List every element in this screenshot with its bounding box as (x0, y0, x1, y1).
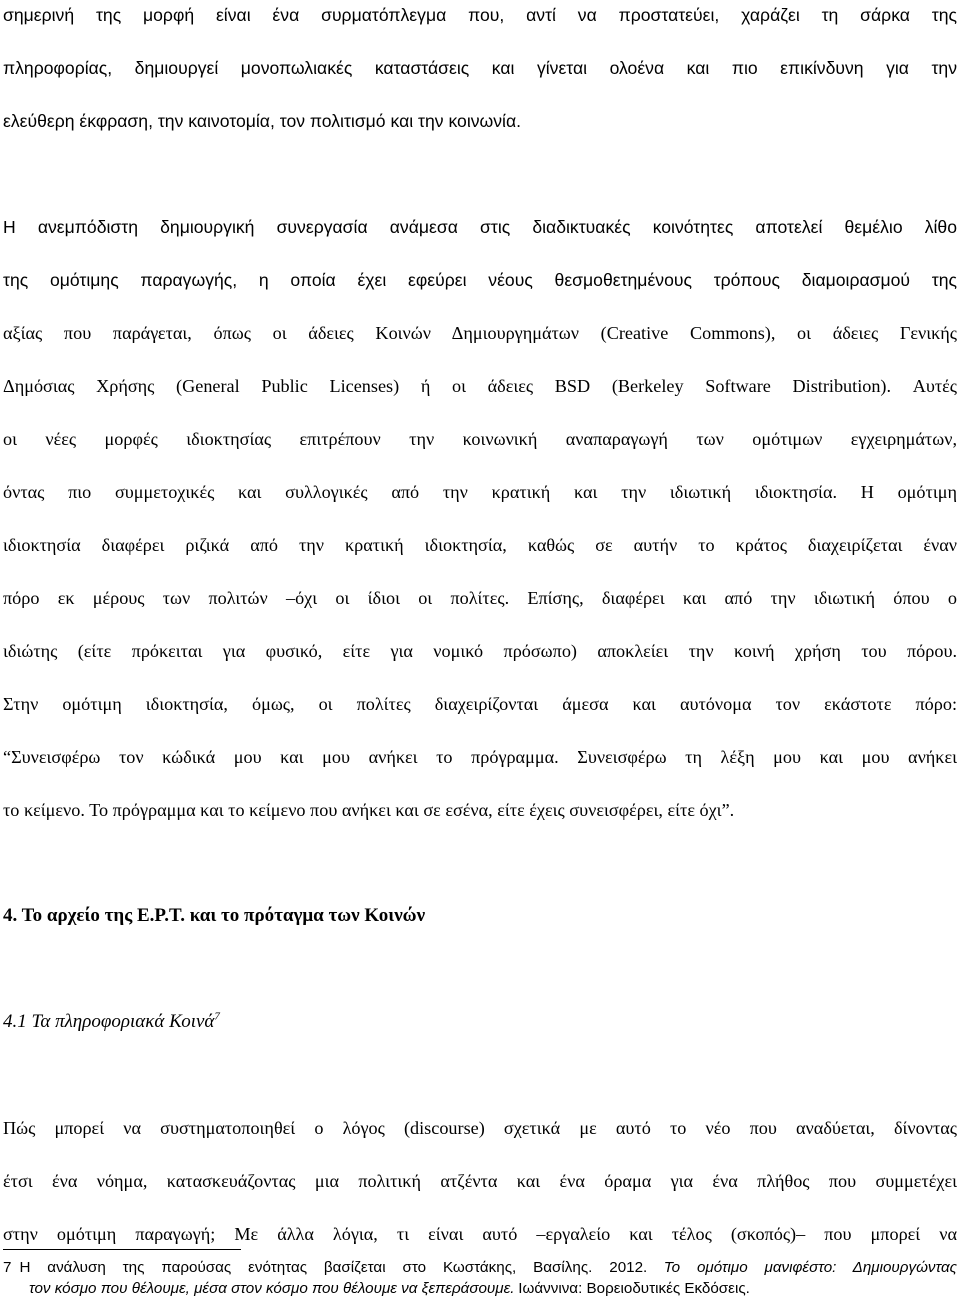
body-line-8: πόρο εκ μέρους των πολιτών –όχι οι ίδιοι οι πολίτες. Επίσης, διαφέρει και από την ιδιωτική όπου ο (3, 588, 957, 608)
intro-line-2: πληροφορίας, δημιουργεί μονοπωλιακές καταστάσεις και γίνεται ολοένα και πιο επικίνδυνη για την (3, 58, 957, 78)
footnote-marker: 7 (214, 1010, 220, 1023)
body-line-11: “Συνεισφέρω τον κώδικά μου και μου ανήκει το πρόγραμμα. Συνεισφέρω τη λέξη μου και μου ανήκει (3, 747, 957, 767)
subsection-heading-text: 4.1 Τα πληροφοριακά Κοινά (3, 1011, 215, 1032)
intro-line-1: σημερινή της μορφή είναι ένα συρματόπλεγμα που, αντί να προστατεύει, χαράζει τη σάρκα της (3, 5, 957, 25)
body-line-1: Η ανεμπόδιστη δημιουργική συνεργασία ανάμεσα στις διαδικτυακές κοινότητες αποτελεί θεμέλιο λίθο (3, 217, 957, 237)
footnote-line-1 (3, 1259, 957, 1277)
intro-line-3: ελεύθερη έκφραση, την καινοτομία, τον πολιτισμό και την κοινωνία. (3, 111, 522, 131)
body-line-6: όντας πιο συμμετοχικές και συλλογικές από την κρατική και την ιδιωτική ιδιοκτησία. Η ομότιμη (3, 482, 957, 502)
last-line-3: στην ομότιμη παραγωγή; Με άλλα λόγια, τι είναι αυτό –εργαλείο και τέλος (σκοπός)– που μπορεί να (3, 1224, 957, 1244)
footnote-number: 7 (3, 1259, 12, 1276)
last-line-1: Πώς μπορεί να συστηματοποιηθεί ο λόγος (discourse) σχετικά με αυτό το νέο που αναδύεται, δίνοντας (3, 1118, 957, 1138)
body-line-5: οι νέες μορφές ιδιοκτησίας επιτρέπουν την κοινωνική αναπαραγωγή των ομότιμων εγχειρημάτων, (3, 429, 957, 449)
footnote-text-b: Το ομότιμο μανιφέστο: Δημιουργώντας (663, 1259, 958, 1276)
footnote-line-2 (3, 1280, 960, 1298)
footnote-text-d: Ιωάννινα: Βορειοδυτικές Εκδόσεις. (518, 1280, 750, 1297)
footnote-text-a: Η ανάλυση της παρούσας ενότητας βασίζεται στο Κωστάκης, Βασίλης. 2012. (19, 1259, 648, 1276)
body-line-12: το κείμενο. Το πρόγραμμα και το κείμενο που ανήκει και σε εσένα, είτε έχεις συνεισφέρει, είτε όχι”. (3, 800, 735, 820)
body-line-9: ιδιώτης (είτε πρόκειται για φυσικό, είτε για νομικό πρόσωπο) αποκλείει την κοινή χρήση του πόρου. (3, 641, 957, 661)
last-line-2: έτσι ένα νόημα, κατασκευάζοντας μια πολιτική ατζέντα και ένα όραμα για ένα πλήθος που συμμετέχει (3, 1171, 957, 1191)
body-line-4: Δημόσιας Χρήσης (General Public Licenses) ή οι άδειες BSD (Berkeley Software Distribution). Αυτές (3, 376, 957, 396)
section-heading: 4. Το αρχείο της Ε.Ρ.Τ. και το πρόταγμα των Κοινών (3, 905, 426, 926)
body-line-2: της ομότιμης παραγωγής, η οποία έχει εφεύρει νέους θεσμοθετημένους τρόπους διαμοιρασμού της (3, 270, 957, 290)
body-line-7: ιδιοκτησία διαφέρει ριζικά από την κρατική ιδιοκτησία, καθώς σε αυτήν το κράτος διαχειρίζεται έναν (3, 535, 957, 555)
subsection-heading (3, 1011, 957, 1033)
footnote-separator (3, 1249, 241, 1250)
body-line-10: Στην ομότιμη ιδιοκτησία, όμως, οι πολίτες διαχειρίζονται άμεσα και αυτόνομα τον εκάστοτε πόρο: (3, 694, 957, 714)
body-line-3: αξίας που παράγεται, όπως οι άδειες Κοινών Δημιουργημάτων (Creative Commons), οι άδειες Γενικής (3, 323, 957, 343)
footnote-text-c: τον κόσμο που θέλουμε, μέσα στον κόσμο που θέλουμε να ξεπεράσουμε. (29, 1280, 515, 1297)
